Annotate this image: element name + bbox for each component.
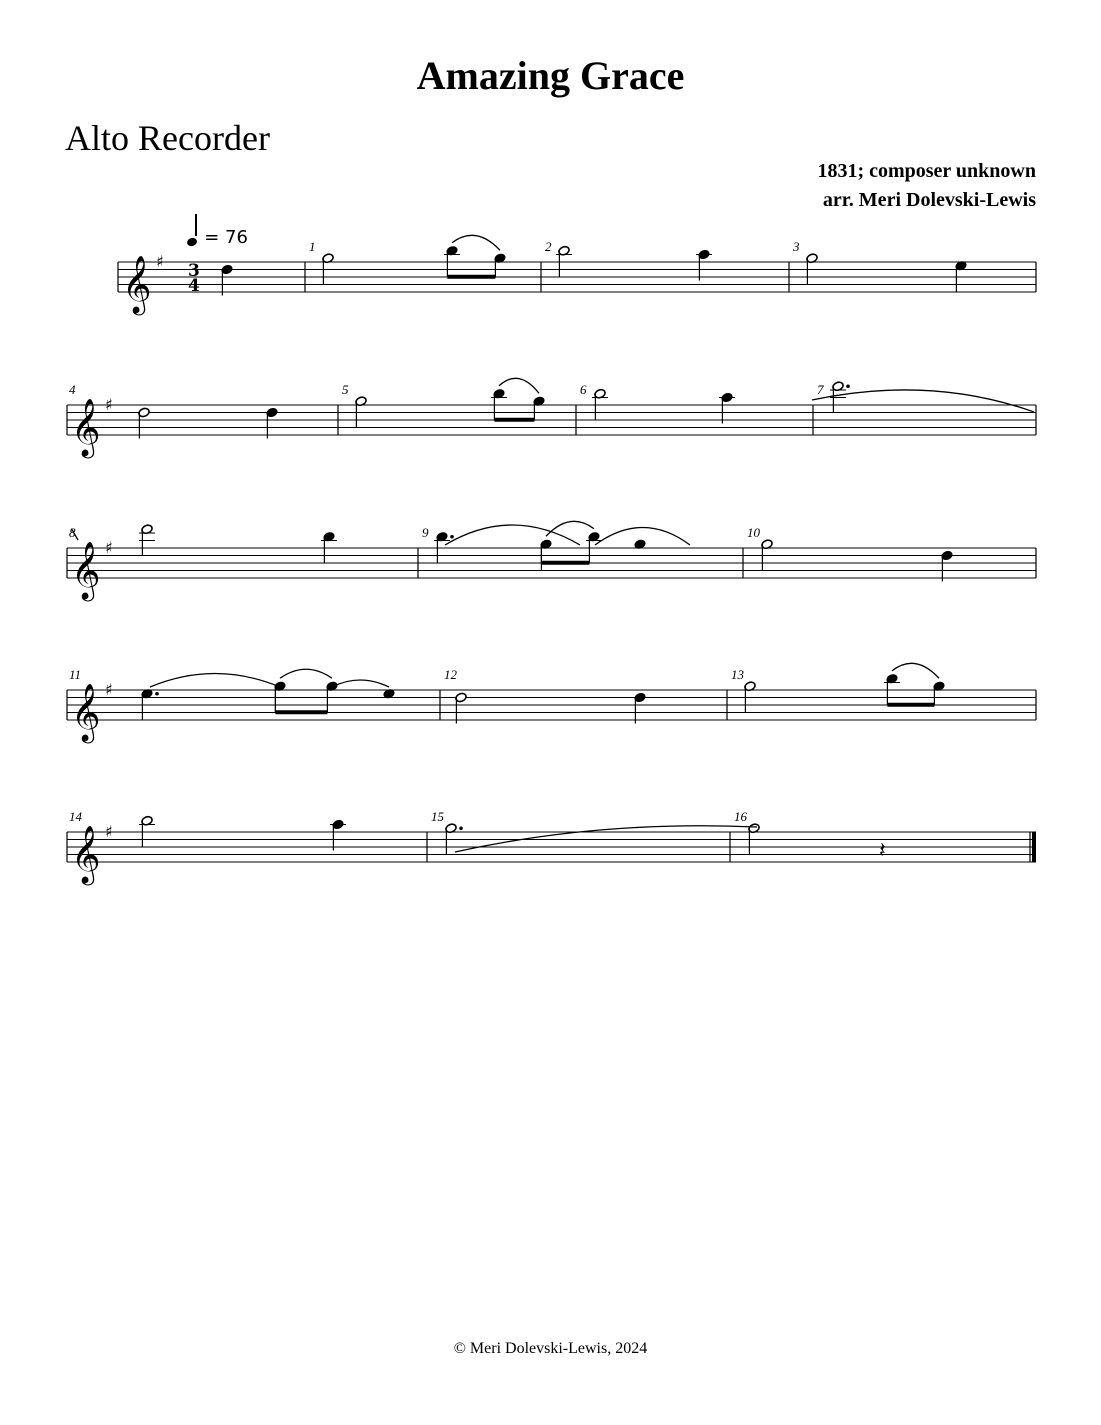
tempo-value: = 76: [204, 227, 248, 248]
sharp-icon: ♯: [105, 395, 113, 414]
measure-number: 4: [69, 382, 76, 397]
slur: [812, 390, 1034, 412]
quarter-rest-icon: 𝄽: [879, 838, 886, 864]
measure-number: 6: [580, 382, 587, 397]
slur: [499, 378, 539, 393]
augmentation-dot: [846, 384, 850, 388]
measure-number: 2: [545, 239, 552, 254]
measure-number: 15: [431, 809, 444, 824]
instrument-name: Alto Recorder: [65, 118, 270, 158]
slur: [452, 235, 500, 250]
slur: [280, 669, 332, 678]
treble-clef-icon: 𝄞: [71, 541, 101, 599]
measure-number: 5: [342, 382, 349, 397]
augmentation-dot: [450, 535, 454, 539]
treble-clef-icon: 𝄞: [71, 398, 101, 456]
measure-number: 12: [444, 667, 457, 682]
slur: [455, 826, 757, 852]
time-signature-top: 3: [188, 261, 200, 281]
slur: [332, 680, 389, 687]
measure-number: 3: [793, 239, 800, 254]
measure-number: 11: [69, 667, 82, 682]
sharp-icon: ♯: [105, 680, 113, 699]
measure-number: 1: [309, 239, 316, 254]
page-title: Amazing Grace: [416, 53, 685, 98]
measure-number: 10: [747, 525, 760, 540]
measure-number: 14: [69, 809, 82, 824]
slur: [445, 525, 580, 545]
treble-clef-icon: 𝄞: [71, 825, 101, 883]
slur: [150, 674, 280, 688]
final-barline-thick: [1032, 832, 1036, 862]
copyright-notice: © Meri Dolevski-Lewis, 2024: [453, 1340, 648, 1357]
augmentation-dot: [155, 692, 159, 696]
arranger-credit: arr. Meri Dolevski-Lewis: [822, 189, 1036, 211]
treble-clef-icon: 𝄞: [122, 255, 152, 313]
measure-number: 8: [69, 525, 76, 540]
time-signature-bottom: 4: [188, 276, 200, 296]
sharp-icon: ♯: [105, 822, 113, 841]
treble-clef-icon: 𝄞: [71, 683, 101, 741]
measure-number: 9: [422, 525, 429, 540]
sharp-icon: ♯: [105, 538, 113, 557]
augmentation-dot: [459, 826, 463, 830]
measure-number: 7: [817, 382, 824, 397]
measure-number: 13: [731, 667, 744, 682]
composer-credit: 1831; composer unknown: [817, 160, 1036, 182]
slur: [546, 521, 594, 536]
measure-number: 16: [734, 809, 747, 824]
slur: [892, 663, 939, 678]
sharp-icon: ♯: [156, 252, 164, 271]
